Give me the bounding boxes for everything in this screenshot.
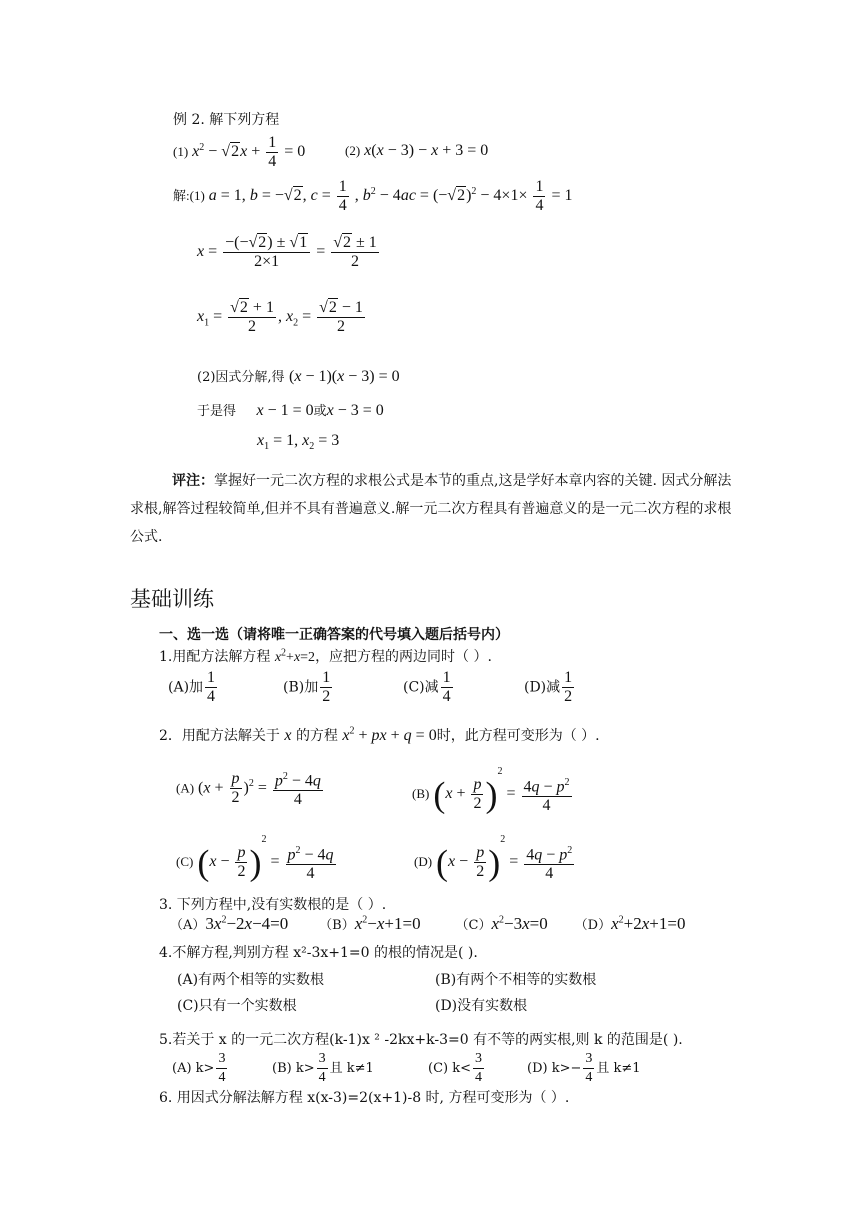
q3-text: 3. 下列方程中,没有实数根的是（ ）. <box>159 897 387 913</box>
section-title: 基础训练 <box>130 587 214 611</box>
q2-option-b: (B) (x + $\frac{p}{2}$ )$^2$ = $\frac{4q - p^2}{4}$ <box>412 766 570 815</box>
q4-option-b: (B)有两个不相等的实数根 <box>435 972 597 988</box>
q1-option-d: (D)减 $\frac{1}{2}$ <box>524 669 573 705</box>
q4-option-d: (D)没有实数根 <box>435 998 528 1014</box>
part1-heading: 一、选一选（请将唯一正确答案的代号填入题后括号内） <box>159 627 509 643</box>
q4-option-a: (A)有两个相等的实数根 <box>177 972 325 988</box>
q2-option-a: (A) (x + $\frac{p}{2}$ )$^2$ = $\frac{p^2 - 4q}{4}$ <box>176 768 325 809</box>
q4-option-c: (C)只有一个实数根 <box>177 998 297 1014</box>
q2-option-c: (C) (x − $\frac{p}{2}$ )$^2$ = $\frac{p^2 - 4q}{4}$ <box>176 834 334 883</box>
solution-x-roots: $x_1$ = $\frac{√2 + 1}{2}$ , $x_2$ = $\frac{√2 - 1}{2}$ <box>197 299 363 335</box>
q5-option-a: (A) k> $\frac{3}{4}$ <box>172 1051 226 1085</box>
q5-option-d: (D) k>− $\frac{3}{4}$ 且 k≠1 <box>527 1051 641 1085</box>
q1-option-a: (A)加 $\frac{1}{4}$ <box>168 669 216 705</box>
q3-options: $(A)3x^2-2x-4=0$ $(B)x^2-x+1=0$ $(C)x^2-3x=0$ $(D)x^2+2x+1=0$ <box>170 914 686 933</box>
q2-text: 2．用配方法解关于 x 的方程 $x^2$ + px + q = 0时，此方程可变形为（ ）. <box>159 725 600 744</box>
q4-text: 4.不解方程,判别方程 x²-3x+1=0 的根的情况是( ). <box>159 945 478 961</box>
q5-text: 5.若关于 x 的一元二次方程(k-1)x ² -2kx+k-3=0 有不等的两实根,则 k 的范围是( ). <box>159 1032 683 1048</box>
solution-line1: 解:(1) a = 1, b = −√2, c = $\frac{1}{4}$ , $b^2 - 4ac = (-√2)^2 - 4\times 1\times$ $\frac{1}{4}$ = 1 <box>173 178 573 214</box>
comment-paragraph: 评注：掌握好一元二次方程的求根公式是本节的重点,这是学好本章内容的关键. 因式分解法求根,解答过程较简单,但并不具有普遍意义.解一元二次方程具有普遍意义的是一元二次方程的求根公式. <box>130 473 732 545</box>
q6-text: 6. 用因式分解法解方程 x(x-3)=2(x+1)-8 时, 方程可变形为（ ）. <box>159 1090 570 1106</box>
solution-part2-roots: $x_1 = 1$, $x_2 = 3$ <box>257 432 340 453</box>
example-q2: (2) x(x − 3) − x + 3 = 0 <box>345 142 489 159</box>
q5-option-b: (B) k> $\frac{3}{4}$ 且 k≠1 <box>272 1051 374 1085</box>
solution-part2: (2)因式分解,得 (x − 1)(x − 3) = 0 <box>197 368 400 385</box>
q1-option-c: (C)减 $\frac{1}{4}$ <box>403 669 451 705</box>
q1-text: 1.用配方法解方程 $x^2+x=2$，应把方程的两边同时（ ）. <box>159 647 492 665</box>
solution-part2-then: 于是得 x − 1 = 0或x − 3 = 0 <box>197 402 384 419</box>
q5-option-c: (C) k< $\frac{3}{4}$ <box>428 1051 482 1085</box>
q2-option-d: (D) (x − $\frac{p}{2}$ )$^2$ = $\frac{4q - p^2}{4}$ <box>414 834 573 883</box>
solution-x-formula: x = $\frac{-(-√2) \pm √1}{2\times 1}$ = $\frac{√2 \pm 1}{2}$ <box>197 234 377 270</box>
q1-option-b: (B)加 $\frac{1}{2}$ <box>283 669 331 705</box>
example-q1: (1) $x^2 - √2x$ + $\frac{1}{4}$ = 0 <box>173 134 306 170</box>
example-title: 例 2. 解下列方程 <box>173 112 280 128</box>
